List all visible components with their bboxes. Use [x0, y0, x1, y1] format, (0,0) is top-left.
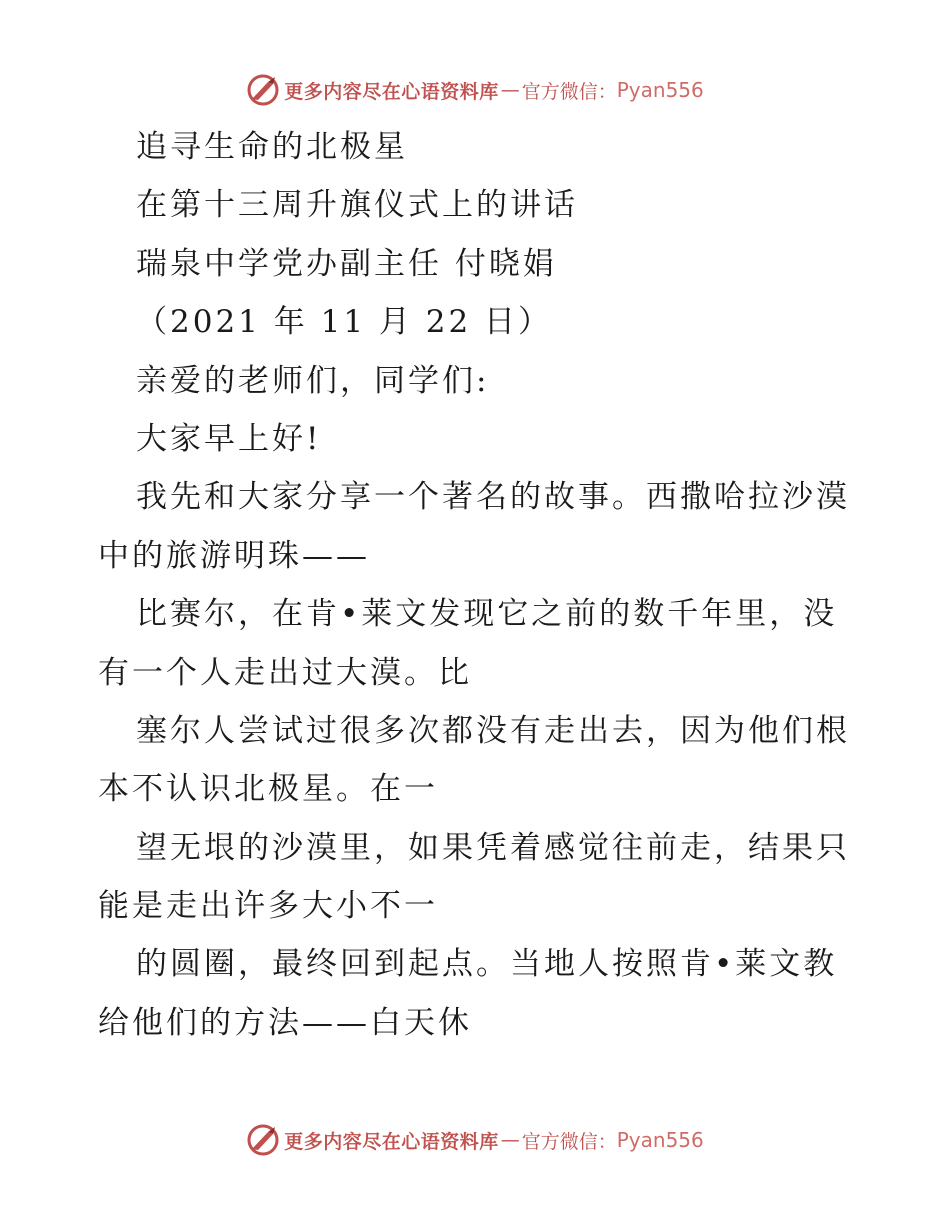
speech-title: 追寻生命的北极星 — [136, 129, 408, 165]
footer-watermark-banner — [0, 1120, 950, 1160]
watermark-wechat-label: 官方微信： — [521, 80, 617, 103]
watermark-wechat-label: 官方微信： — [521, 1130, 617, 1153]
body-line: 比赛尔，在肯•莱文发现它之前的数千年里，没 — [136, 596, 838, 633]
quill-pen-logo-icon — [246, 1123, 280, 1157]
watermark-wechat-id: Pyan556 — [616, 1128, 704, 1152]
speech-date: （2021 年 11 月 22 日） — [136, 304, 553, 341]
body-line: 塞尔人尝试过很多次都没有走出去，因为他们根 — [136, 712, 850, 749]
body-line: 有一个人走出过大漠。比 — [98, 654, 472, 691]
body-line: 能是走出许多大小不一 — [98, 888, 438, 925]
body-line: 望无垠的沙漠里，如果凭着感觉往前走，结果只 — [136, 829, 850, 866]
document-body — [98, 118, 858, 1052]
watermark-separator: — — [500, 1129, 520, 1151]
greeting: 大家早上好! — [136, 420, 322, 457]
speech-occasion: 在第十三周升旗仪式上的讲话 — [136, 187, 578, 224]
watermark-content — [246, 73, 704, 107]
body-line: 我先和大家分享一个著名的故事。西撒哈拉沙漠 — [136, 479, 850, 516]
body-line: 的圆圈，最终回到起点。当地人按照肯•莱文教 — [136, 946, 838, 983]
watermark-site-text: 更多内容尽在心语资料库 — [284, 80, 499, 103]
watermark-site-text: 更多内容尽在心语资料库 — [284, 1130, 499, 1153]
body-line: 中的旅游明珠—— — [98, 537, 370, 574]
watermark-wechat-id: Pyan556 — [616, 78, 704, 102]
body-line: 给他们的方法——白天休 — [98, 1004, 472, 1041]
watermark-content — [246, 1123, 704, 1157]
speaker-line: 瑞泉中学党办副主任 付晓娟 — [136, 245, 557, 282]
body-line: 本不认识北极星。在一 — [98, 771, 438, 808]
watermark-separator: — — [500, 79, 520, 101]
header-watermark-banner — [0, 70, 950, 110]
quill-pen-logo-icon — [246, 73, 280, 107]
salutation: 亲爱的老师们，同学们: — [136, 362, 490, 399]
